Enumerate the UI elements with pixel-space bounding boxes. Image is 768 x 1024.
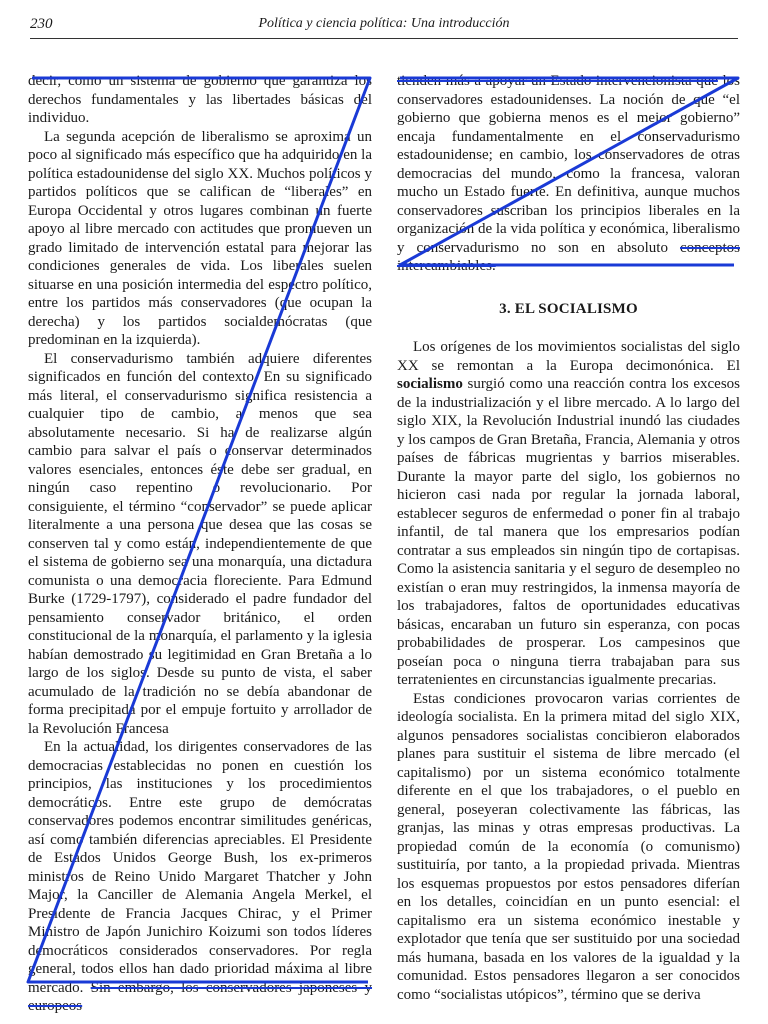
right-paragraph-2-text-b: surgió como una reacción contra los excesos de la industrialización y el libre mercado. A lo largo del siglo XIX, la Revolución Industrial inundó las ciudades y los campos de Gran Bretaña, Francia, Alemania y otros países de fábricas mugrientas y barrios miserables. Durante la mayor parte del siglo, los gobiernos no hicieron casi nada por regular la jornada laboral, establecer seguros de enfermedad o poner fin al trabajo infantil, de tal manera que los empresarios podían contratar a sus empleados sin ningún tipo de cortapisas. Como la asistencia sanitaria y el seguro de desempleo no existían o eran muy restringidos, la inmensa mayoría de los trabajadores, faltos de oportunidades educativas básicas, encaraban un futuro sin esperanza, con pocas probabilidades de prosperar. Los campesinos que poseían poca o ninguna tierra trabajaban para sus terratenientes en circunstancias igualmente precarias. <box>397 376 741 688</box>
right-paragraph-1-text: los conservadores estadounidenses. La noción de que “el gobierno que gobierna menos es el mejor gobierno” encaja fundamentalmente en el conservadurismo estadounidense; en cambio, los conservadores de otras democracias del mundo, como la francesa, valoran mucho un Estado fuerte. En definitiva, aunque muchos conservadores suscriban los principios liberales en la organización de la vida política y económica, liberalismo y conservadurismo no son en absoluto <box>397 73 740 256</box>
right-paragraph-1 <box>397 72 740 276</box>
left-paragraph-4-text: En la actualidad, los dirigentes conservadores de las democracias establecidas no ponen en cuestión los principios, las instituciones y los procedimientos democráticos. Entre este grupo de demócratas conservadores podemos encontrar similitudes genéricas, así como también diferencias apreciables. El Presidente de Estados Unidos George Bush, los ex-primeros ministros de Reino Unido Margaret Thatcher y John Major, la Canciller de Alemania Angela Merkel, el Presidente de Francia Jacques Chirac, y el Primer Ministro de Japón Junichiro Koizumi son todos líderes democráticos considerados conservadores. Por regla general, todos ellos han dado prioridad máxima al libre mercado. <box>28 739 372 996</box>
right-paragraph-2 <box>397 338 740 690</box>
section-heading: 3. EL SOCIALISMO <box>499 300 638 317</box>
left-paragraph-4-struck-line: Sin embargo, los conservadores japoneses y europeos <box>28 979 373 1014</box>
right-paragraph-1-struck-line: tienden más a apoyar un Estado intervencionista que <box>397 73 718 89</box>
page-header <box>30 14 738 39</box>
page-number: 230 <box>30 16 53 32</box>
key-term: socialismo <box>397 376 463 392</box>
left-paragraph-2: La segunda acepción de liberalismo se aproxima un poco al significado más específico que ha adquirido en la política estadounidense del siglo XX. Muchos políticos y partidos políticos que se califican de “liberales” en Europa Occidental y otros lugares combinan un fuerte apoyo al libre mercado con actitudes que promueven un grado limitado de intervención estatal para mejorar las condiciones generales de vida. Los liberales suelen situarse en una posición intermedia del espectro político, entre los partidos más conservadores (que ocupan la derecha) y los partidos socialdemócratas (que predominan en la izquierda). <box>28 128 372 348</box>
left-paragraph-1-text: decir, como un sistema de gobierno que garantiza los derechos fundamentales y las libertades básicas del individuo. <box>28 73 372 126</box>
left-paragraph-4 <box>28 738 372 1016</box>
left-column <box>28 72 372 1016</box>
right-column <box>397 72 740 1004</box>
left-paragraph-3: El conservadurismo también adquiere diferentes significados en función del contexto. En su significado más literal, el conservadurismo significa resistencia a cualquier tipo de cambio, a menos que sea absolutamente necesario. Si ha de realizarse algún cambio para salvar el país o conservar determinados valores esenciales, entonces éste debe ser gradual, en ningún caso repentino o revolucionario. Por consiguiente, el término “conservador” se puede aplicar literalmente a una persona que desea que las cosas se conserven tal y como están, independientemente de que el sistema de gobierno sea una monarquía, una dictadura comunista o una democracia floreciente. Para Edmund Burke (1729-1797), considerado el padre fundador del pensamiento conservador británico, el orden constitucional de la monarquía, el parlamento y la iglesia habían demostrado su legitimidad en Gran Bretaña a lo largo de los siglos. Desde su punto de vista, el saber acumulado de la tradición no se debía abandonar de forma precipitada por el empuje fortuito y arrollador de la Revolución Francesa <box>28 350 372 737</box>
left-paragraph-1 <box>28 72 372 128</box>
right-paragraph-3: Estas condiciones provocaron varias corrientes de ideología socialista. En la primera mitad del siglo XIX, algunos pensadores socialistas concibieron elaborados planes para sustituir el sistema de libre mercado (el capitalismo) por un sistema económico totalmente diferente en el que los trabajadores, o el pueblo en general, poseyeran colectivamente las fábricas, las granjas, las minas y otras empresas productivas. La propiedad común de la economía (o comunismo) sustituiría, por tanto, a la propiedad privada. Mientras los esquemas propuestos por estos pensadores diferían en los detalles, coincidían en un punto esencial: el capitalismo era un sistema económico inestable y explotador que tenía que ser sustituido por una sociedad más humana, basada en los valores de la igualdad y la comunidad. Estos pensadores llegaron a ser conocidos como “socialistas utópicos”, término que se deriva <box>397 690 740 1003</box>
running-title: Política y ciencia política: Una introducción <box>258 16 510 31</box>
right-paragraph-1-struck-end: conceptos intercambiables. <box>397 239 740 274</box>
right-paragraph-2-text-a: Los orígenes de los movimientos socialistas del siglo XX se remontan a la Europa decimonónica. El <box>397 339 740 374</box>
